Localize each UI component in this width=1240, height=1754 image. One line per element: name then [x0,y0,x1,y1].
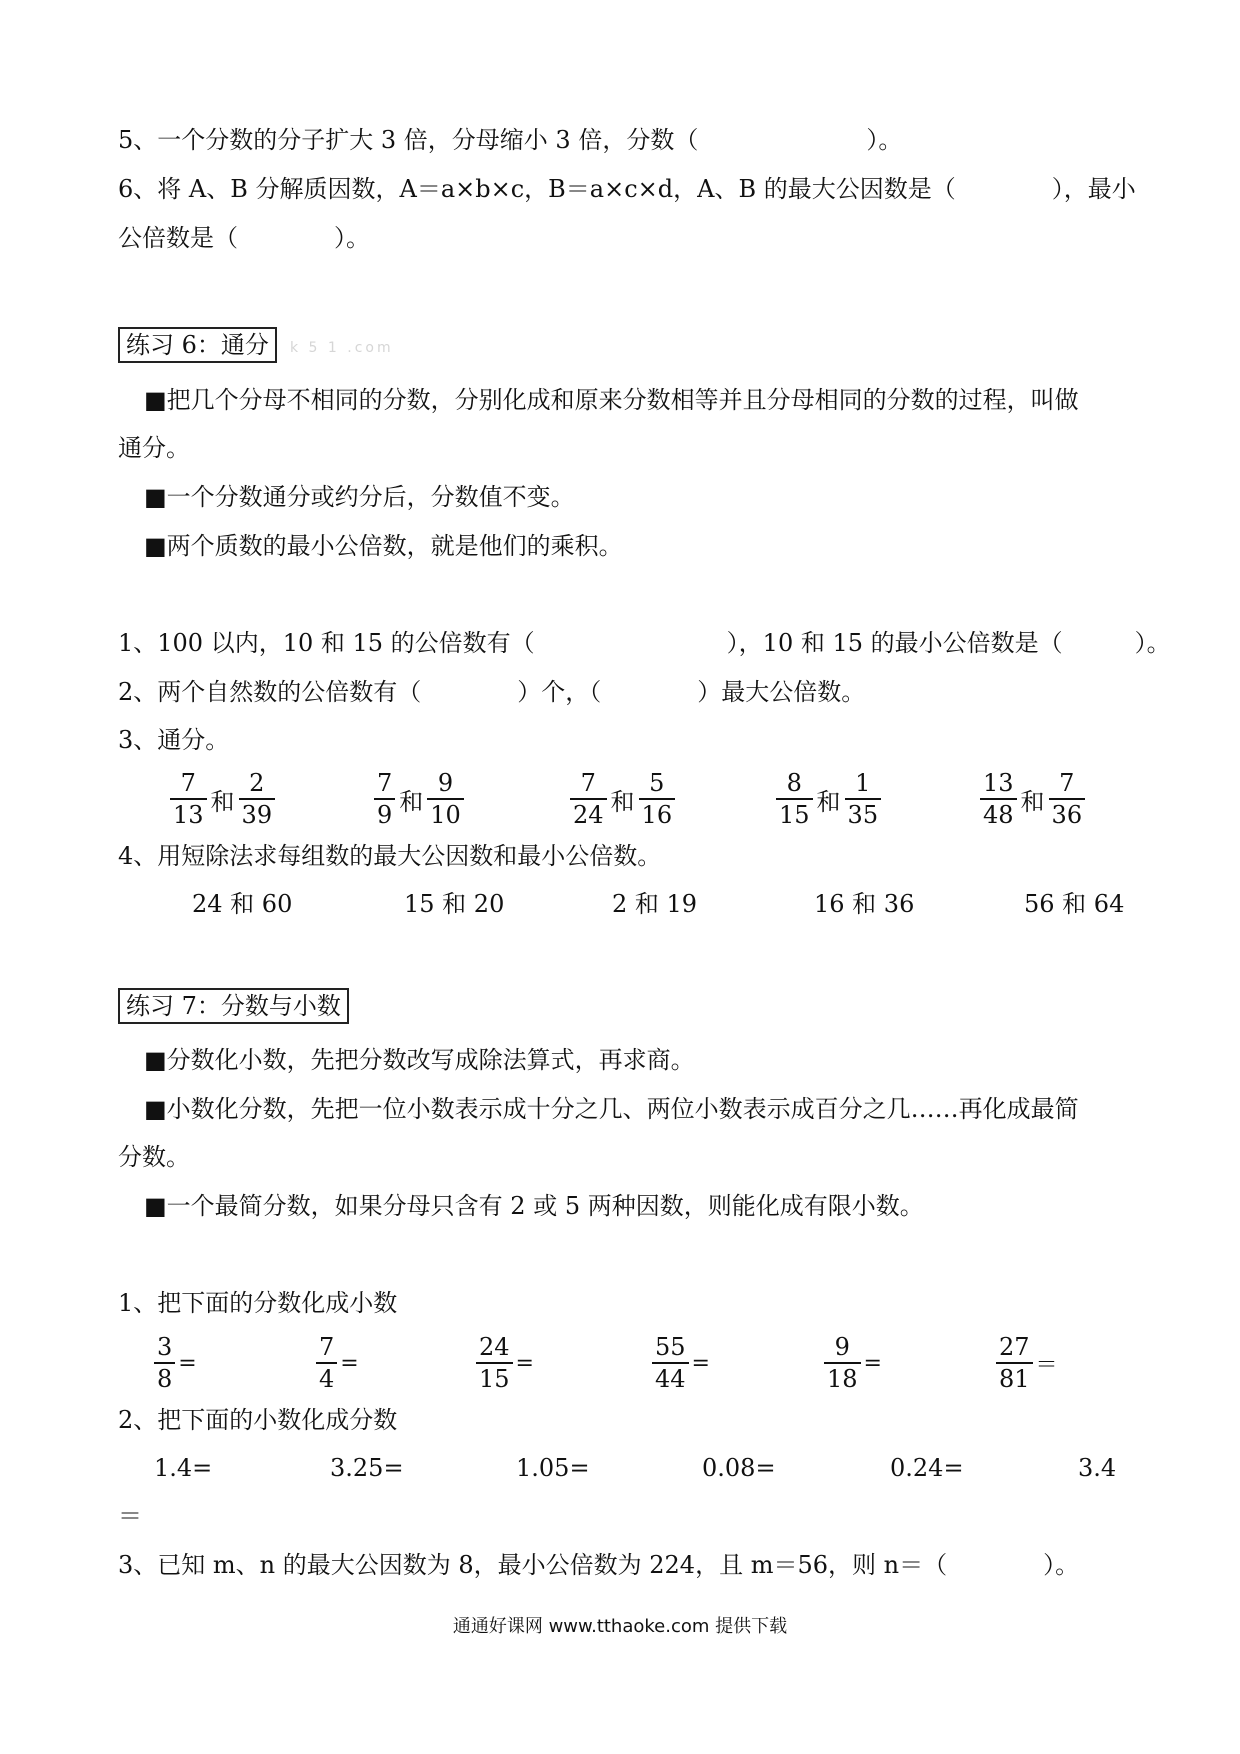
fraction: $\frac{7}{4}$ [316,1332,337,1394]
conjunction: 和 [610,787,635,816]
section-7-title: 练习 7：分数与小数 [118,988,349,1024]
question-6-cont: 公倍数是（ ）。 [118,224,370,252]
equals-sign: = [340,1350,359,1376]
rule-7-1: ■分数化小数，先把分数改写成除法算式，再求商。 [144,1046,695,1074]
fraction-pair [170,768,275,830]
fraction: $\frac{5}{16}$ [639,768,676,830]
rule-6-1: ■把几个分母不相同的分数，分别化成和原来分数相等并且分母相同的分数的过程，叫做 [144,386,1079,414]
fraction: $\frac{7}{9}$ [374,768,395,830]
rule-7-2-cont: 分数。 [118,1143,190,1171]
rule-6-1-cont: 通分。 [118,434,190,462]
number-group: 15 和 20 [404,890,505,918]
fraction: $\frac{13}{48}$ [980,768,1017,830]
equals-sign: = [863,1350,882,1376]
fraction-item [824,1332,882,1394]
watermark: k 5 1 .com [290,340,394,356]
rule-7-2: ■小数化分数，先把一位小数表示成十分之几、两位小数表示成百分之几……再化成最简 [144,1095,1079,1123]
decimal-item: 1.4= [154,1454,213,1482]
fraction-item [996,1332,1058,1394]
number-group: 2 和 19 [612,890,698,918]
fraction-pairs-row [0,768,1240,832]
fraction: $\frac{2}{39}$ [239,768,276,830]
fraction-item [652,1332,710,1394]
section-6-title: 练习 6：通分 [118,327,277,363]
fraction: $\frac{24}{15}$ [476,1332,513,1394]
question-7-1: 1、把下面的分数化成小数 [118,1289,398,1317]
decimal-item: 0.08= [702,1454,776,1482]
question-6-4: 4、用短除法求每组数的最大公因数和最小公倍数。 [118,842,662,870]
conjunction: 和 [399,787,424,816]
page-footer: 通通好课网 www.tthaoke.com 提供下载 [452,1616,788,1637]
fraction-pair [776,768,881,830]
number-group: 56 和 64 [1024,890,1125,918]
fraction: $\frac{55}{44}$ [652,1332,689,1394]
equals-sign: = [178,1350,197,1376]
equals-sign: ＝ [1035,1352,1058,1378]
decimal-item: 3.4 [1078,1454,1117,1482]
number-group: 24 和 60 [192,890,293,918]
rule-6-3: ■两个质数的最小公倍数，就是他们的乘积。 [144,532,623,560]
conjunction: 和 [1020,787,1045,816]
conjunction: 和 [210,787,235,816]
equals-sign: = [515,1350,534,1376]
fraction-to-decimal-row [0,1332,1240,1396]
fraction: $\frac{1}{35}$ [845,768,882,830]
fraction-item [154,1332,197,1394]
question-5: 5、一个分数的分子扩大 3 倍，分母缩小 3 倍，分数（ ）。 [118,126,903,154]
fraction-pair [980,768,1085,830]
question-7-2: 2、把下面的小数化成分数 [118,1406,398,1434]
decimal-item: 1.05= [516,1454,590,1482]
decimal-wrap-equals: ＝ [118,1502,142,1530]
decimal-item: 0.24= [890,1454,964,1482]
rule-6-2: ■一个分数通分或约分后，分数值不变。 [144,483,575,511]
question-7-3: 3、已知 m、n 的最大公因数为 8，最小公倍数为 224，且 m＝56，则 n＝（ ）。 [118,1551,1080,1579]
fraction: $\frac{9}{18}$ [824,1332,861,1394]
rule-7-3: ■一个最简分数，如果分母只含有 2 或 5 两种因数，则能化成有限小数。 [144,1192,924,1220]
number-group: 16 和 36 [814,890,915,918]
fraction: $\frac{27}{81}$ [996,1332,1033,1394]
question-6-3: 3、通分。 [118,726,230,754]
decimal-item: 3.25= [330,1454,404,1482]
fraction: $\frac{8}{15}$ [776,768,813,830]
fraction: $\frac{7}{24}$ [570,768,607,830]
fraction-item [316,1332,359,1394]
fraction: $\frac{9}{10}$ [427,768,464,830]
question-6-2: 2、两个自然数的公倍数有（ ）个，（ ）最大公倍数。 [118,678,866,706]
fraction-item [476,1332,534,1394]
conjunction: 和 [816,787,841,816]
question-6-1: 1、100 以内，10 和 15 的公倍数有（ ），10 和 15 的最小公倍数是（ ）。 [118,629,1171,657]
fraction: $\frac{7}{36}$ [1049,768,1086,830]
fraction-pair [374,768,464,830]
fraction-pair [570,768,675,830]
fraction: $\frac{3}{8}$ [154,1332,175,1394]
equals-sign: = [691,1350,710,1376]
fraction: $\frac{7}{13}$ [170,768,207,830]
question-6: 6、将 A、B 分解质因数，A＝a×b×c，B＝a×c×d，A、B 的最大公因数是（ ），最小 [118,175,1136,203]
